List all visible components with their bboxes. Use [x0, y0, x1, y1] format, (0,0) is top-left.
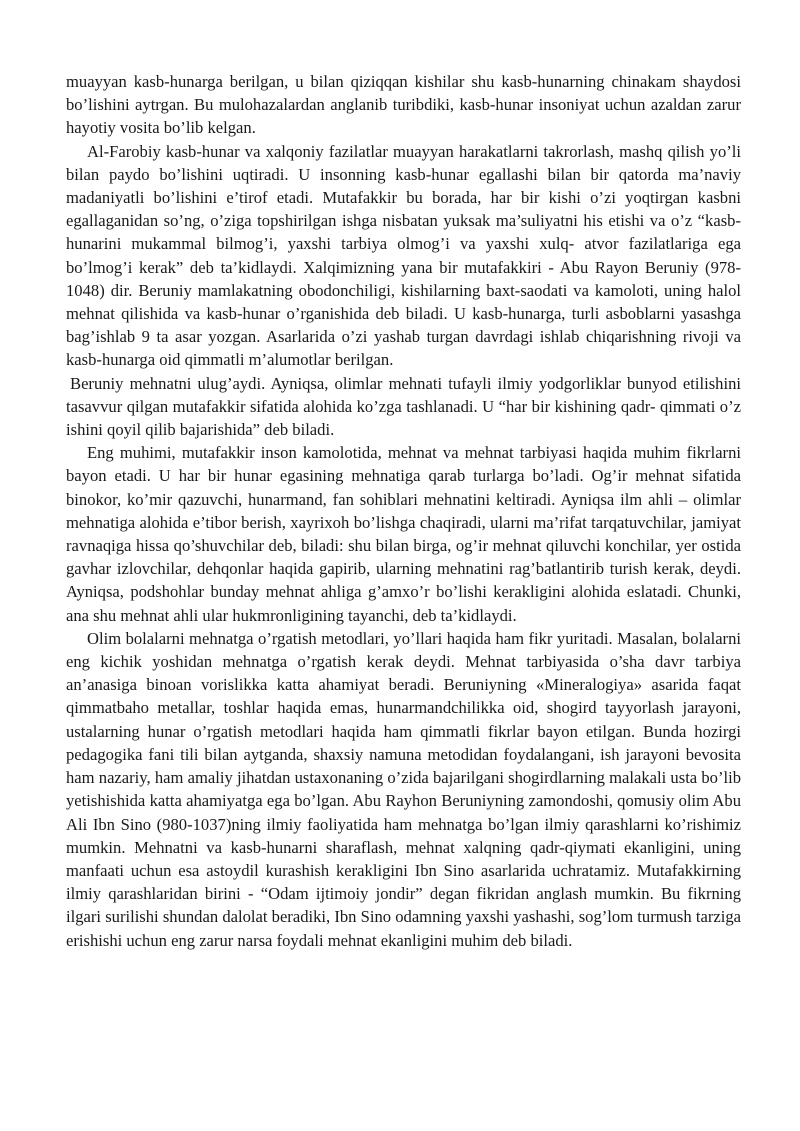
- document-page: [66, 70, 741, 952]
- paragraph-teaching-methods: Olim bolalarni mehnatga o’rgatish metodlari, yo’llari haqida ham fikr yuritadi. Masalan, bolalarni eng kichik yoshidan mehnatga o’rgatish kerak deydi. Mehnat tarbiyasida o’sha davr tarbiya an’anasiga binoan vorislikka katta ahamiyat beradi. Beruniyning «Mineralogiya» asarida faqat qimmatbaho metallar, toshlar haqida emas, hunarmandchilikka oid, shogird tayyorlash jarayoni, ustalarning hunar o’rgatish metodlari haqida ham qimmatli fikrlar bayon etilgan. Bunda hozirgi pedagogika fani tili bilan aytganda, shaxsiy namuna metodidan foydalangani, ish jarayoni bevosita ham nazariy, ham amaliy jihatdan ustaxonaning o’zida bajarilgani shogirdlarning malakali usta bo’lib yetishishida katta ahamiyatga ega bo’lgan. Abu Rayhon Beruniyning zamondoshi, qomusiy olim Abu Ali Ibn Sino (980-1037)ning ilmiy faoliyatida ham mehnatga bo’lgan ilmiy qarashlarni ko’rishimiz mumkin. Mehnatni va kasb-hunarni sharaflash, mehnat xalqning qadr-qiymati ekanligini, uning manfaati uchun esa astoydil kurashish kerakligini Ibn Sino asarlarida uchratamiz. Mutafakkirning ilmiy qarashlaridan birini - “Odam ijtimoiy jondir” degan fikridan anglash mumkin. Bu fikrning ilgari surilishi shundan dalolat beradiki, Ibn Sino odamning yaxshi yashashi, sog’lom turmush tarziga erishishi uchun eng zarur narsa foydali mehnat ekanligini muhim deb biladi.: [66, 628, 741, 950]
- paragraph-continuation: muayyan kasb-hunarga berilgan, u bilan qiziqqan kishilar shu kasb-hunarning chinakam shaydosi bo’lishini aytrgan. Bu mulohazalardan anglanib turibdiki, kasb-hunar insoniyat uchun azaldan zarur hayotiy vosita bo’lib kelgan.: [66, 72, 741, 138]
- paragraph-al-farobiy: Al-Farobiy kasb-hunar va xalqoniy fazilatlar muayyan harakatlarni takrorlash, mashq qilish yo’li bilan paydo bo’lishini uqtiradi. U insonning kasb-hunar egallashi bilan bir qatorda ma’naviy madaniyatli bo’lishini e’tirof etadi. Mutafakkir bu borada, har bir kishi o’zi yoqtirgan kasbni egallaganidan so’ng, o’ziga topshirilgan ishga nisbatan yuksak ma’suliyatni his etishi va o’z “kasb-hunarini mukammal bilmog’i, yaxshi tarbiya olmog’i va yaxshi xulq- atvor fazilatlariga ega bo’lmog’i kerak” deb ta’kidlaydi. Xalqimizning yana bir mutafakkiri - Abu Rayon Beruniy (978-1048) dir. Beruniy mamlakatning obodonchiligi, kishilarning baxt-saodati va kamoloti, uning halol mehnat qilishida va kasb-hunar o’rganishida deb biladi. U kasb-hunarga, turli asboblarni yasashga bag’ishlab 9 ta asar yozgan. Asarlarida o’zi yashab turgan davrdagi ishlab chiqarishning rivoji va kasb-hunarga oid qimmatli m’alumotlar berilgan.: [66, 141, 741, 370]
- paragraph-labor-education: Eng muhimi, mutafakkir inson kamolotida, mehnat va mehnat tarbiyasi haqida muhim fikrlarni bayon etadi. U har bir hunar egasining mehnatiga qarab turlarga bo’ladi. Og’ir mehnat sifatida binokor, ko’mir qazuvchi, hunarmand, fan sohiblari mehnatini keltiradi. Ayniqsa ilm ahli – olimlar mehnatiga alohida e’tibor berish, xayrixoh bo’lishga chaqiradi, ularni ma’rifat tarqatuvchilar, jamiyat ravnaqiga hissa qo’shuvchilar deb, biladi: shu bilan birga, og’ir mehnat qiluvchi konchilar, yer ostida gavhar izlovchilar, dehqonlar haqida gapirib, ularning mehnatini rag’batlantirib turish kerak, deydi. Ayniqsa, podshohlar bunday mehnat ahliga g’amxo’r bo’lishi kerakligini alohida eslatadi. Chunki, ana shu mehnat ahli ular hukmronligining tayanchi, deb ta’kidlaydi.: [66, 443, 741, 625]
- paragraph-beruniy-labor: Beruniy mehnatni ulug’aydi. Ayniqsa, olimlar mehnati tufayli ilmiy yodgorliklar bunyod etilishini tasavvur qilgan mutafakkir sifatida alohida ko’zga tashlanadi. U “har bir kishining qadr- qimmati o’z ishini qoyil qilib bajarishida” deb biladi.: [66, 373, 741, 440]
